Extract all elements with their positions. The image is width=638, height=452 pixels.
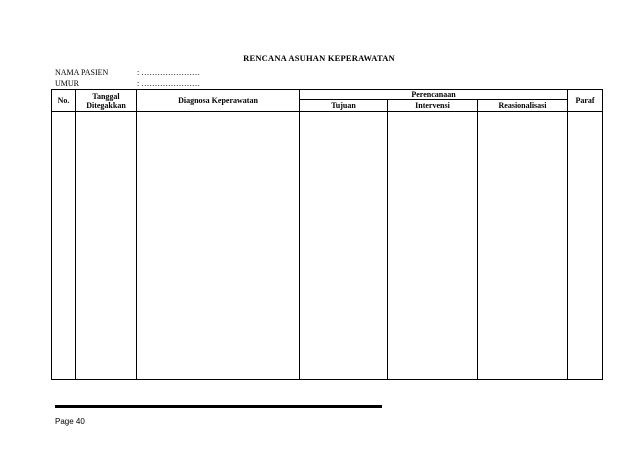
- header-tanggal-line1: Tanggal: [92, 91, 120, 101]
- patient-age-row: [55, 79, 199, 88]
- cell-tanggal[interactable]: [76, 112, 137, 380]
- care-plan-table: [51, 89, 603, 380]
- footer-divider: [55, 405, 382, 408]
- cell-no[interactable]: [52, 112, 76, 380]
- cell-intervensi[interactable]: [388, 112, 478, 380]
- table-body-row: [52, 112, 603, 380]
- cell-reasionalisasi[interactable]: [478, 112, 568, 380]
- header-diagnosa: Diagnosa Keperawatan: [137, 90, 300, 112]
- patient-name-row: [55, 68, 199, 77]
- header-tanggal: [76, 90, 137, 112]
- document-title: RENCANA ASUHAN KEPERAWATAN: [243, 53, 395, 63]
- header-intervensi: Intervensi: [388, 100, 478, 112]
- header-tujuan: Tujuan: [300, 100, 388, 112]
- cell-diagnosa[interactable]: [137, 112, 300, 380]
- header-row-1: [52, 90, 603, 100]
- header-no: No.: [52, 90, 76, 112]
- header-tanggal-line2: Ditegakkan: [86, 100, 126, 110]
- header-perencanaan: Perencanaan: [300, 90, 568, 100]
- cell-paraf[interactable]: [568, 112, 603, 380]
- header-paraf: Paraf: [568, 90, 603, 112]
- cell-tujuan[interactable]: [300, 112, 388, 380]
- patient-name-value: : ………………….: [137, 68, 200, 77]
- patient-name-label: NAMA PASIEN: [55, 68, 109, 77]
- patient-age-label: UMUR: [55, 79, 80, 88]
- header-reasionalisasi: Reasionalisasi: [478, 100, 568, 112]
- page-number: Page 40: [55, 417, 85, 426]
- patient-age-value: : ………………….: [137, 79, 200, 88]
